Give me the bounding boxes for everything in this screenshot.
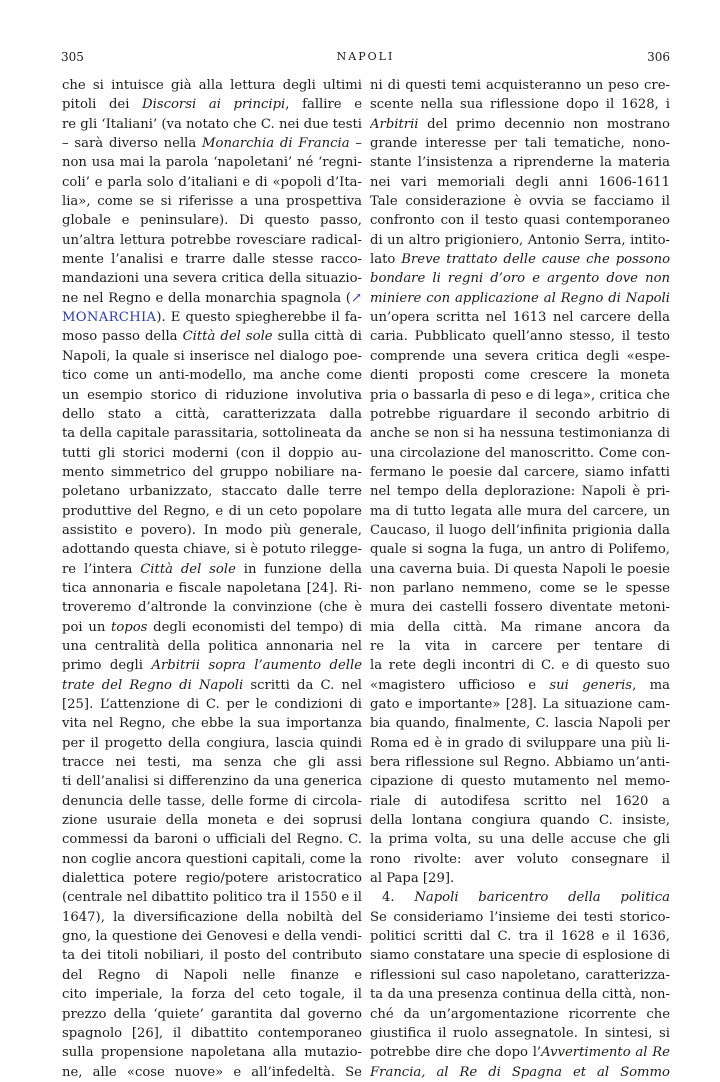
text-line: dialettica potere regio/potere aristocratico — [62, 871, 362, 887]
text-line: spagnolo [26], il dibattito contemporaneo — [62, 1025, 362, 1041]
text-line: Se consideriamo l’insieme dei testi storico- — [370, 909, 670, 925]
text-line: ma di tutto legata alle mura del carcere, un — [370, 503, 670, 519]
text-line: adottando questa chiave, si è potuto rilegge- — [62, 542, 362, 558]
text-line: ta da una presenza continua della città, non- — [370, 987, 670, 1003]
text-line: trate del Regno di Napoli scritti da C. nel — [62, 677, 362, 693]
text-line: anche se non si ha nessuna testimonianza di — [370, 426, 670, 442]
text-line: 4. Napoli baricentro della politica — [382, 890, 670, 906]
text-line: primo degli Arbitrii sopra l’aumento delle — [62, 658, 362, 674]
text-line: [25]. L’attenzione di C. per le condizioni di — [62, 697, 362, 712]
text-line: poi un topos degli economisti del tempo) di — [62, 619, 362, 635]
text-line: quale si sogna la fuga, un antro di Polifemo, — [370, 542, 670, 558]
text-line: re l’intera Città del sole in funzione della — [62, 561, 362, 577]
text-line: Napoli, la quale si inserisce nel dialogo poe- — [62, 348, 362, 364]
text-line: del Regno di Napoli nelle finanze e — [62, 967, 362, 983]
text-line: ché da un’argomentazione ricorrente che — [370, 1006, 670, 1022]
text-line: Caucaso, il luogo dell’infinita prigionia dalla — [370, 522, 670, 538]
left-text-column — [62, 76, 362, 1082]
text-line: potrebbe riguardare il secondo arbitrio di — [370, 406, 670, 422]
text-line: mandazioni una severa critica della situazio- — [62, 271, 362, 287]
text-line: della lontana congiura quando C. insiste, — [370, 813, 670, 829]
text-line: ta dei titoli nobiliari, il posto del contributo — [62, 948, 362, 964]
text-line: confronto con il testo quasi contemporaneo — [370, 213, 670, 229]
page-number-right: 306 — [647, 50, 670, 64]
cross-reference-arrow-icon[interactable]: ↗ — [350, 290, 362, 306]
text-line: 1647), la diversificazione della nobiltà del — [62, 909, 362, 925]
text-line: cipazione di questo mutamento nel memo- — [370, 774, 670, 790]
text-line: siamo constatare una specie di esplosione di — [370, 948, 670, 964]
text-line: ni di questi temi acquisteranno un peso cre- — [370, 78, 670, 93]
text-line: pitoli dei Discorsi ai principi, fallire e — [62, 97, 362, 113]
text-line: di un altro prigioniero, Antonio Serra, intito- — [370, 232, 670, 248]
text-line: lato Breve trattato delle cause che possono — [370, 252, 670, 268]
text-line: un’opera scritta nel 1613 nel carcere della — [370, 310, 670, 326]
text-line: la prima volta, su una delle accuse che gli — [370, 832, 670, 848]
right-text-column — [370, 76, 670, 1082]
text-line: cito imperiale, la forza del ceto togale, il — [62, 987, 362, 1003]
text-line: troveremo d’altronde la convinzione (che è — [62, 600, 362, 616]
text-line: mia della città. Ma rimane ancora da — [370, 619, 670, 635]
text-line: la rete degli incontri di C. e di questo suo — [370, 658, 670, 674]
text-line: globale e peninsulare). Di questo passo, — [62, 213, 362, 229]
text-line: giustifica il ruolo assegnatole. In sintesi, si — [370, 1025, 670, 1041]
text-line: dienti proposti come crescere la moneta — [370, 368, 670, 384]
text-line: nel tempo della deplorazione: Napoli è pri- — [370, 484, 670, 500]
text-line: tica annonaria e fiscale napoletana [24]. Ri- — [62, 580, 362, 596]
text-line: ne nel Regno e della monarchia spagnola (↗ — [62, 290, 362, 306]
cross-reference-link[interactable]: MONARCHIA — [62, 310, 157, 326]
text-line: stante l’insistenza a riprenderne la materia — [370, 155, 670, 171]
text-line: ne, alle «cose nuove» e all’infedeltà. Se — [62, 1064, 362, 1080]
text-line: – sarà diverso nella Monarchia di Francia – — [62, 136, 362, 152]
text-line: re gli ‘Italiani’ (va notato che C. nei due testi — [62, 116, 362, 132]
text-line: lia», come se si riferisse a una prospettiva — [62, 194, 362, 210]
text-line: rono rivolte: aver voluto consegnare il — [370, 851, 670, 867]
page-header — [61, 48, 670, 66]
text-line: tracce nei testi, ma senza che gli assi — [62, 755, 362, 771]
text-line: miniere con applicazione al Regno di Napoli — [370, 290, 670, 306]
text-line: Roma ed è in grado di sviluppare una più li- — [370, 735, 670, 751]
text-line: riflessioni sul caso napoletano, caratterizza- — [370, 967, 670, 983]
text-line: vita nel Regno, che ebbe la sua importanza — [62, 716, 362, 732]
text-line: riale di autodifesa scritto nel 1620 a — [370, 793, 670, 809]
text-line: scente nella sua riflessione dopo il 1628, i — [370, 97, 670, 113]
text-line: MONARCHIA). E questo spiegherebbe il fa- — [62, 310, 362, 326]
page-number-left: 305 — [61, 50, 84, 64]
text-line: mente l’analisi e trarre dalle stesse racco- — [62, 252, 362, 268]
text-line: una caverna buia. Di questa Napoli le poesie — [370, 561, 670, 577]
text-line: «magistero ufficioso e sui generis, ma — [370, 677, 670, 693]
running-title: NAPOLI — [336, 50, 395, 63]
text-line: fermano le poesie dal carcere, siamo infatti — [370, 464, 670, 480]
text-line: denuncia delle tasse, delle forme di circola- — [62, 793, 362, 809]
text-line: sulla propensione napoletana alla mutazio- — [62, 1045, 362, 1061]
text-line: comprende una severa critica degli «espe- — [370, 348, 670, 364]
text-line: per il progetto della congiura, lascia quindi — [62, 735, 362, 751]
text-line: un esempio storico di riduzione involutiva — [62, 387, 362, 403]
text-line: caria. Pubblicato quell’anno stesso, il testo — [370, 329, 670, 345]
text-line: Tale considerazione è ovvia se facciamo il — [370, 194, 670, 210]
text-line: non coglie ancora questioni capitali, come la — [62, 851, 362, 867]
text-line: una centralità della politica annonaria nel — [62, 638, 362, 654]
text-line: non parlano nemmeno, come se le spesse — [370, 580, 670, 596]
text-line: non usa mai la parola ‘napoletani’ né ‘regni- — [62, 155, 362, 171]
text-line: assistito e povero). In modo più generale, — [62, 522, 362, 538]
text-line: bera riflessione sul Regno. Abbiamo un’anti- — [370, 755, 670, 771]
text-line: bondare li regni d’oro e argento dove non — [370, 271, 670, 287]
text-line: (centrale nel dibattito politico tra il 1550 e il — [62, 890, 362, 906]
text-line: prezzo della ‘quiete’ garantita dal governo — [62, 1006, 362, 1022]
text-line: commessi da baroni o ufficiali del Regno. C. — [62, 832, 362, 848]
text-line: potrebbe dire che dopo l’Avvertimento al Re — [370, 1045, 670, 1061]
text-line: gno, la questione dei Genovesi e della vendi- — [62, 929, 362, 945]
text-line: poletano urbanizzato, staccato dalle terre — [62, 484, 362, 500]
text-line: ta della capitale parassitaria, sottolineata da — [62, 426, 362, 442]
text-line: nei vari memoriali degli anni 1606-1611 — [370, 174, 670, 190]
text-line: politici scritti dal C. tra il 1628 e il 1636, — [370, 929, 670, 945]
text-line: Francia, al Re di Spagna et al Sommo — [370, 1064, 670, 1080]
text-line: ti dell’analisi si differenzino da una generica — [62, 774, 362, 790]
text-line: mura dei castelli fossero diventate metoni- — [370, 600, 670, 616]
text-line: moso passo della Città del sole sulla città di — [62, 329, 362, 345]
text-line: dello stato a città, caratterizzata dalla — [62, 406, 362, 422]
text-line: produttive del Regno, e di un ceto popolare — [62, 503, 362, 519]
text-line: un’altra lettura potrebbe rovesciare radical- — [62, 232, 362, 248]
text-line: pria o bassarla di peso e di lega», critica che — [370, 387, 670, 403]
text-line: mento simmetrico del gruppo nobiliare na- — [62, 464, 362, 480]
text-line: grande interesse per tali tematiche, nono- — [370, 136, 670, 152]
text-line: gato e importante» [28]. La situazione cam- — [370, 697, 670, 712]
text-line: che si intuisce già alla lettura degli ultimi — [62, 78, 362, 93]
text-line: re la vita in carcere per tentare di — [370, 638, 670, 654]
text-line: al Papa [29]. — [370, 871, 455, 887]
text-line: bia quando, finalmente, C. lascia Napoli per — [370, 716, 670, 732]
text-line: coli’ e parla solo d’italiani e di «popoli d’Ita- — [62, 174, 362, 190]
text-line: una circolazione del manoscritto. Come con- — [370, 445, 670, 461]
text-line: tico come un anti-modello, ma anche come — [62, 368, 362, 384]
text-line: zione usuraie della moneta e dei soprusi — [62, 813, 362, 829]
text-line: tutti gli storici moderni (con il doppio au- — [62, 445, 362, 461]
text-line: Arbitrii del primo decennio non mostrano — [370, 116, 670, 132]
